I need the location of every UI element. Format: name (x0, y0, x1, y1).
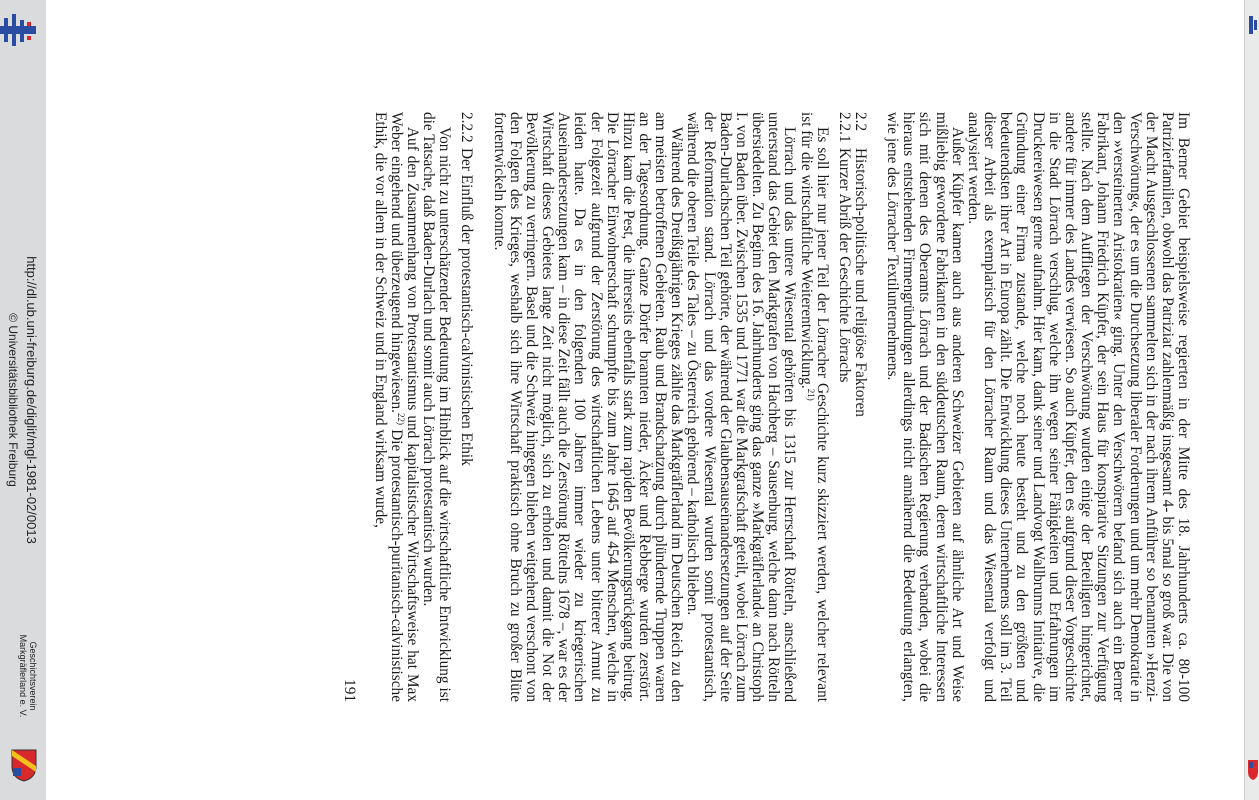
paragraph-text: Auf den Zusammenhang von Protestantismus und kapitalistischer Wirtschaftsweise hat Max Weber eingehend und überzeugend hingewiesen. (387, 112, 421, 702)
paragraph-history-intro (797, 112, 829, 702)
document-url[interactable]: http://dl.ub.uni-freiburg.de/diglit/mgl-1981-02/0013 (24, 256, 39, 544)
footnote-ref: 21) (805, 388, 816, 401)
right-edge-strip (1244, 0, 1259, 800)
paragraph-text: Es soll hier nur jener Teil der Lörracher Geschichte kurz skizziert werden, welcher relevant ist für die wirtschaftliche Weiterentwicklung. (797, 112, 831, 702)
section-title: Kurzer Abriß der Geschichte Lörrachs (835, 148, 853, 383)
section-title: Historisch-politische und religiöse Faktoren (852, 148, 870, 417)
university-logo-icon (0, 12, 36, 52)
paragraph-max-weber (372, 112, 420, 702)
scanned-page-viewport (58, 0, 1192, 800)
paragraph-protestant-significance: Von nicht zu unterschätzender Bedeutung im Hinblick auf die wirtschaftliche Entwicklung ist die Tatsache, daß Baden-Durlach und somit auch Lörrach protestantisch wurden. (420, 112, 454, 702)
document-url-caption (5, 256, 39, 544)
facing-page-logo-icon (1249, 16, 1257, 34)
society-name-line1: Geschichtsverein (28, 641, 38, 711)
section-title: Der Einfluß der protestantisch-calvinistischen Ethik (458, 148, 476, 466)
copyright-notice: © Universitätsbibliothek Freiburg (6, 313, 20, 487)
section-heading-2-2 (852, 112, 868, 702)
paragraph-text: Die protestantisch-puritanisch-calvinistische Ethik, die vor allem in der Schweiz und in England wirksam wurde, (371, 112, 405, 702)
paragraph-thirty-years-war: Während des Dreißigjährigen Krieges zählte das Markgräflerland im Deutschen Reich zu den am meisten betroffenen Gebieten. Raub und Brandschatzung durch plündernde Truppen waren an der Tagesordnung. Ganze Dörfer brannten nieder, Äcker und Rebberge wurden zerstört. Hinzu kam die Pest, die ihrerseits ebenfalls stark zum rapiden Bevölkerungsrückgang beitrug. Die Lörracher Einwohnerschaft schrumpfte bis zum Jahre 1645 auf 454 Menschen, welche in der Folgezeit aufgrund der Zerstörung des wirtschaftlichen Lebens unter bitterer Armut zu leiden hatte. Da es in den folgenden 100 Jahren immer wieder zu kriegerischen Auseinandersetzungen kam – in diese Zeit fällt auch die Zerstörung Röttelns 1678 –, war es der Wirtschaft dieses Gebietes lange Zeit nicht möglich, sich zu erholen und damit die Not der Bevölkerung zu verringern. Basel und die Schweiz hingegen blieben weitgehend verschont von den Folgen des Krieges, weshalb sich ihre Wirtschaft praktisch ohne Bruch zu großer Blüte fortentwickeln konnte. (490, 112, 686, 702)
society-name-line2: Markgräflerland e. V. (18, 634, 28, 718)
paragraph-kuepfer-others: Außer Küpfer kamen auch aus anderen Schweizer Gebieten auf ähnliche Art und Weise mißliebig gewordene Fabrikanten in den süddeutschen Raum, deren wirtschaftliche Interessen sich mit denen des Oberamts Lörrach und der Badischen Regierung verbanden, wobei die hieraus entstehenden Firmengründungen allerdings nicht annähernd die Bedeutung erlangten, wie jene des Lörracher Textilunternehmens. (884, 112, 966, 702)
section-number: 2.2 (852, 112, 870, 132)
book-page (251, 112, 1191, 702)
section-number: 2.2.1 (835, 112, 853, 143)
section-heading-2-2-2 (458, 112, 474, 702)
society-crest-icon (10, 748, 38, 782)
society-name (18, 635, 38, 718)
footnote-ref: 22) (395, 412, 406, 425)
page-number: 191 (341, 679, 359, 702)
paragraph-bern-patriziat: Im Berner Gebiet beispielsweise regierten in der Mitte des 18. Jahrhunderts ca. 80-100 Patrizierfamilien, obwohl das Patriziat zahlenmäßig insgesamt 4- bis 5mal so groß war. Die von der Macht Ausgeschlossenen sammelten sich in der nach ihrem Anführer so benannten »Henzi-Verschwörung«, der es um die Durchsetzung liberaler Forderungen und um mehr Demokratie in den »versteinerten Aristokratien« ging. Unter den Verschwörern befand sich auch ein Berner Fabrikant, Johann Friedrich Küpfer, der sein Haus für konspirative Sitzungen zur Verfügung stellte. Nach dem Auffliegen der Verschwörung wurden einige der Beteiligten hingerichtet, andere für immer des Landes verwiesen. So auch Küpfer, den es aufgrund dieser Vorgeschichte in die Stadt Lörrach verschlug, welche ihn wegen seiner Fähigkeiten und Erfahrungen im Druckereiwesen gerne aufnahm. Hier kam, dank seiner und Landvogt Wallbrunns Initiative, die Gründung einer Firma zustande, welche noch heute besteht und zu den größten und bedeutendsten ihrer Art in Europa zählt. Die Entwicklung dieses Unternehmens soll im 3. Teil dieser Arbeit als exemplarisch für den Lörracher Raum und das Wiesental verfolgt und analysiert werden. (964, 112, 1192, 702)
section-number: 2.2.2 (458, 112, 476, 143)
paragraph-roetteln: Lörrach und das untere Wiesental gehörten bis 1315 zur Herrschaft Rötteln, anschließend unterstand das Gebiet den Markgrafen von Hachberg – Sausenburg, welche dann nach Rötteln übersiedelten. Zu Beginn des 16. Jahrhunderts ging das ganze »Markgräflerland« an Christoph I. von Baden über. Zwischen 1535 und 1771 war die Markgrafschaft geteilt, wobei Lörrach zum Baden-Durlachschen Teil gehörte, der während der Glaubensauseinandersetzungen auf der Seite der Reformation stand. Lörrach und das vordere Wiesental wurden somit protestantisch, während die oberen Teile des Tales – zu Österreich gehörend – katholisch blieben. (684, 112, 799, 702)
section-heading-2-2-1 (836, 112, 852, 702)
left-sidebar (0, 0, 46, 800)
facing-page-crest-icon (1248, 758, 1258, 780)
